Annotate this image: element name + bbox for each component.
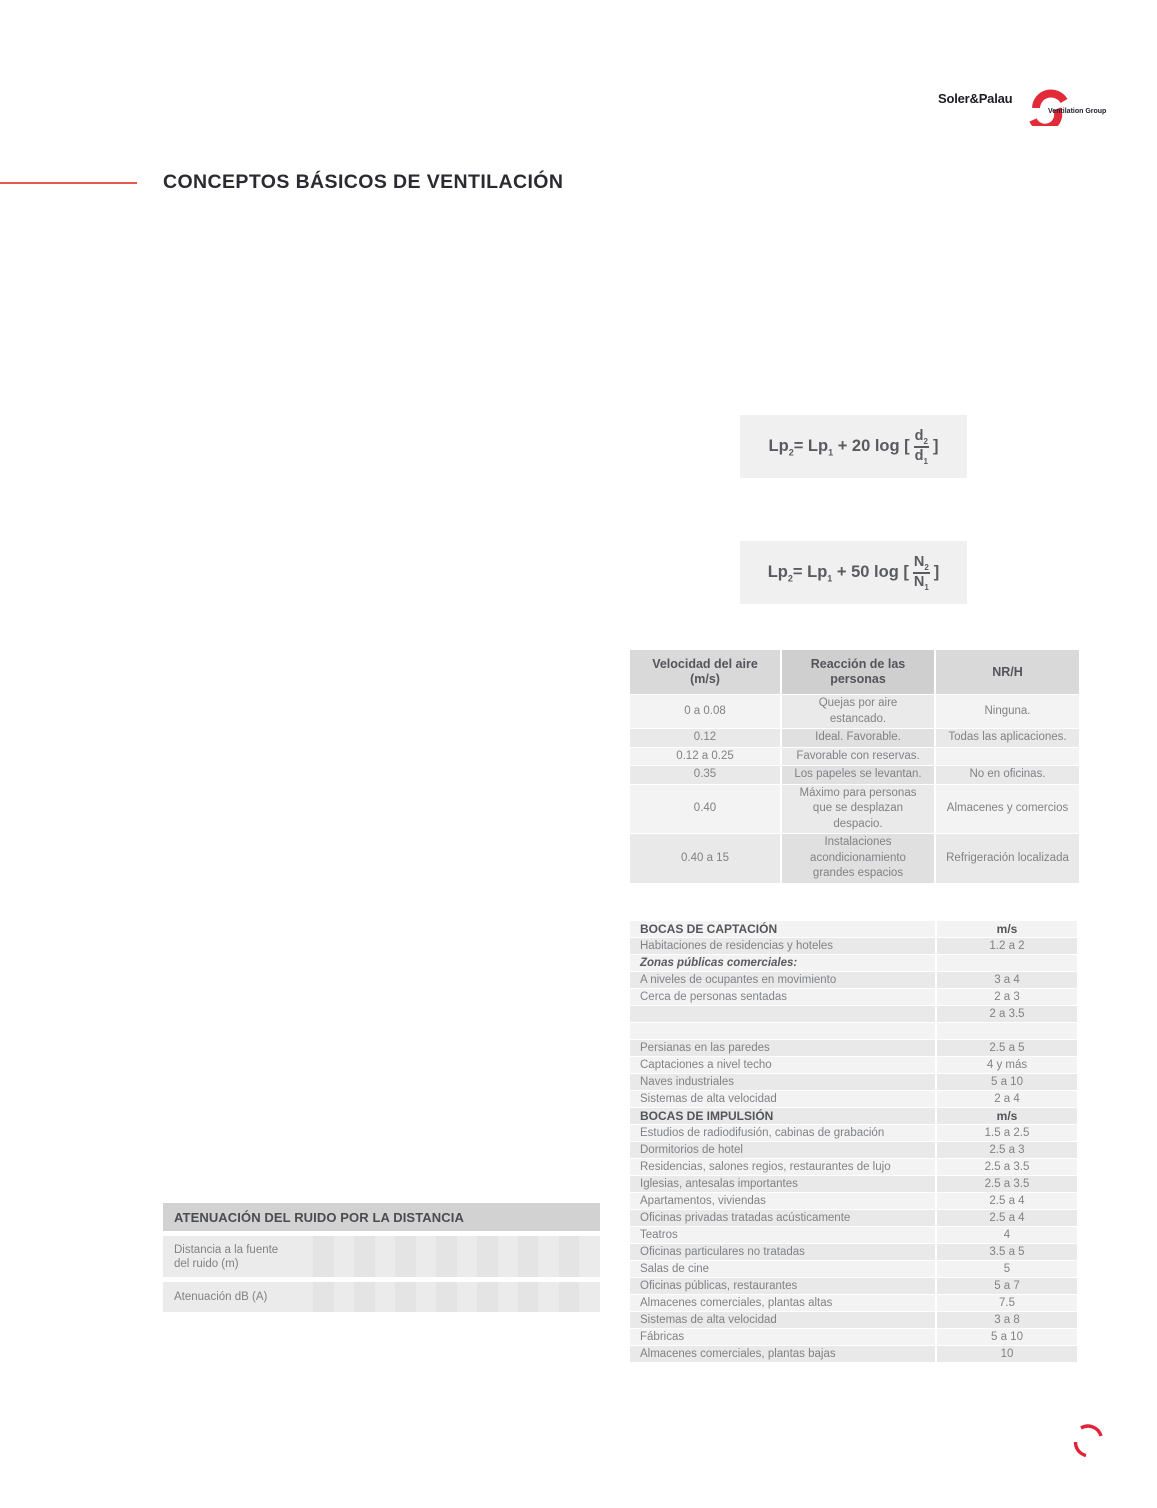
- cell-value: 3 a 8: [937, 1312, 1077, 1328]
- cell-distance: [375, 1236, 395, 1277]
- air-velocity-table: [628, 649, 1081, 884]
- attenuation-row: [163, 1282, 600, 1312]
- cell-value: 5 a 10: [937, 1074, 1077, 1090]
- cell-distance: [477, 1236, 497, 1277]
- cell-value: 4: [937, 1227, 1077, 1243]
- bocas-table-row: [630, 1295, 1077, 1311]
- cell-label: Salas de cine: [630, 1261, 935, 1277]
- formula-fan-speed-noise: [740, 541, 967, 604]
- bocas-table-row: [630, 972, 1077, 988]
- cell-distance: [436, 1236, 456, 1277]
- bocas-table-row: [630, 955, 1077, 971]
- cell-value: 2 a 4: [937, 1091, 1077, 1107]
- fraction-denominator: $d_1$: [914, 447, 928, 466]
- column-header-nrh: NR/H: [936, 650, 1079, 694]
- formula-lhs: $Lp_2= Lp_1 + 50$ log [: [767, 563, 909, 584]
- cell-label: [630, 1023, 935, 1039]
- cell-distance: [457, 1236, 477, 1277]
- formula-close-bracket: ]: [933, 563, 940, 581]
- table-title: ATENUACIÓN DEL RUIDO POR LA DISTANCIA: [163, 1203, 600, 1231]
- cell-attenuation: [436, 1282, 456, 1312]
- cell-reaction: Ideal. Favorable.: [782, 729, 934, 747]
- cell-attenuation: [457, 1282, 477, 1312]
- cell-reaction: Quejas por aire estancado.: [782, 695, 934, 728]
- cell-value: 2.5 a 3: [937, 1142, 1077, 1158]
- cell-velocity: 0.40: [630, 785, 780, 834]
- cell-nrh: Ninguna.: [936, 695, 1079, 728]
- cell-attenuation: [293, 1282, 313, 1312]
- cell-value: 1.5 a 2.5: [937, 1125, 1077, 1141]
- bocas-table-row: [630, 1108, 1077, 1124]
- cell-label: Dormitorios de hotel: [630, 1142, 935, 1158]
- cell-value: 3 a 4: [937, 972, 1077, 988]
- cell-value: 5 a 10: [937, 1329, 1077, 1345]
- cell-attenuation: [518, 1282, 538, 1312]
- cell-value: 2.5 a 5: [937, 1040, 1077, 1056]
- bocas-table-row: [630, 1193, 1077, 1209]
- air-table-header-row: [630, 650, 1079, 694]
- cell-distance: [334, 1236, 354, 1277]
- cell-distance: [579, 1236, 600, 1277]
- cell-nrh: Refrigeración localizada: [936, 834, 1079, 883]
- distance-row: [163, 1236, 600, 1277]
- sp-arc-icon: [1071, 1423, 1107, 1461]
- air-table-row: [630, 748, 1079, 766]
- bocas-table-row: [630, 1278, 1077, 1294]
- formula-distance-attenuation: [740, 415, 967, 478]
- cell-value: 3.5 a 5: [937, 1244, 1077, 1260]
- cell-reaction: Favorable con reservas.: [782, 748, 934, 766]
- cell-label: Oficinas particulares no tratadas: [630, 1244, 935, 1260]
- attenuation-table: [163, 1203, 600, 1312]
- cell-distance: [518, 1236, 538, 1277]
- cell-value: [937, 955, 1077, 971]
- bocas-table-row: [630, 1142, 1077, 1158]
- cell-distance: [538, 1236, 558, 1277]
- cell-label: BOCAS DE CAPTACIÓN: [630, 921, 935, 937]
- cell-label: [630, 1006, 935, 1022]
- cell-value: 4 y más: [937, 1057, 1077, 1073]
- cell-value: 1.2 a 2: [937, 938, 1077, 954]
- bocas-table-row: [630, 1023, 1077, 1039]
- air-table-row: [630, 729, 1079, 747]
- cell-label: Apartamentos, viviendas: [630, 1193, 935, 1209]
- column-header-reaction: Reacción de las personas: [782, 650, 934, 694]
- cell-distance: [293, 1236, 313, 1277]
- cell-reaction: Máximo para personas que se desplazan despacio.: [782, 785, 934, 834]
- cell-value: 2.5 a 4: [937, 1193, 1077, 1209]
- cell-nrh: [936, 748, 1079, 766]
- cell-velocity: 0.40 a 15: [630, 834, 780, 883]
- cell-attenuation: [538, 1282, 558, 1312]
- air-table-row: [630, 695, 1079, 728]
- air-table-row: [630, 785, 1079, 834]
- cell-distance: [313, 1236, 333, 1277]
- cell-value: m/s: [937, 921, 1077, 937]
- cell-label: BOCAS DE IMPULSIÓN: [630, 1108, 935, 1124]
- cell-attenuation: [477, 1282, 497, 1312]
- cell-attenuation: [354, 1282, 374, 1312]
- air-table-row: [630, 834, 1079, 883]
- cell-label: Fábricas: [630, 1329, 935, 1345]
- brand-logo: [938, 82, 1108, 130]
- cell-label: Zonas públicas comerciales:: [630, 955, 935, 971]
- brand-subtitle: Ventilation Group: [1048, 108, 1107, 115]
- cell-velocity: 0.12: [630, 729, 780, 747]
- cell-distance: [498, 1236, 518, 1277]
- sp-swoosh-icon: [1012, 82, 1068, 126]
- page-title: CONCEPTOS BÁSICOS DE VENTILACIÓN: [163, 171, 564, 193]
- bocas-table-row: [630, 1346, 1077, 1362]
- cell-attenuation: [559, 1282, 579, 1312]
- cell-label: A niveles de ocupantes en movimiento: [630, 972, 935, 988]
- fraction-numerator: $N_2$: [913, 555, 930, 574]
- bocas-table-row: [630, 938, 1077, 954]
- formula-close-bracket: ]: [932, 437, 939, 455]
- cell-label: Oficinas privadas tratadas acústicamente: [630, 1210, 935, 1226]
- cell-nrh: Almacenes y comercios: [936, 785, 1079, 834]
- cell-label: Estudios de radiodifusión, cabinas de grabación: [630, 1125, 935, 1141]
- title-rule: [0, 182, 137, 184]
- row-label-distance: Distancia a la fuente del ruido (m): [163, 1236, 293, 1277]
- bocas-table-row: [630, 1329, 1077, 1345]
- cell-reaction: Instalaciones acondicionamiento grandes espacios: [782, 834, 934, 883]
- cell-distance: [559, 1236, 579, 1277]
- cell-label: Habitaciones de residencias y hoteles: [630, 938, 935, 954]
- bocas-table-row: [630, 989, 1077, 1005]
- cell-label: Captaciones a nivel techo: [630, 1057, 935, 1073]
- cell-nrh: No en oficinas.: [936, 766, 1079, 784]
- cell-value: 2.5 a 3.5: [937, 1176, 1077, 1192]
- cell-velocity: 0 a 0.08: [630, 695, 780, 728]
- bocas-table-row: [630, 1261, 1077, 1277]
- cell-attenuation: [375, 1282, 395, 1312]
- cell-label: Oficinas públicas, restaurantes: [630, 1278, 935, 1294]
- bocas-table-row: [630, 1040, 1077, 1056]
- bocas-table-row: [630, 1091, 1077, 1107]
- cell-attenuation: [334, 1282, 354, 1312]
- bocas-table-row: [630, 1074, 1077, 1090]
- cell-value: 7.5: [937, 1295, 1077, 1311]
- cell-nrh: Todas las aplicaciones.: [936, 729, 1079, 747]
- cell-velocity: 0.35: [630, 766, 780, 784]
- bocas-table-row: [630, 1244, 1077, 1260]
- cell-label: Almacenes comerciales, plantas altas: [630, 1295, 935, 1311]
- formula-lhs: $Lp_2= Lp_1 + 20$ log [: [768, 437, 910, 458]
- cell-value: 5: [937, 1261, 1077, 1277]
- bocas-table-row: [630, 1210, 1077, 1226]
- bocas-table-row: [630, 921, 1077, 937]
- cell-distance: [354, 1236, 374, 1277]
- cell-value: 2 a 3: [937, 989, 1077, 1005]
- bocas-table-row: [630, 1006, 1077, 1022]
- cell-label: Cerca de personas sentadas: [630, 989, 935, 1005]
- cell-velocity: 0.12 a 0.25: [630, 748, 780, 766]
- cell-attenuation: [416, 1282, 436, 1312]
- cell-distance: [395, 1236, 415, 1277]
- cell-label: Almacenes comerciales, plantas bajas: [630, 1346, 935, 1362]
- cell-value: 2.5 a 4: [937, 1210, 1077, 1226]
- cell-value: m/s: [937, 1108, 1077, 1124]
- cell-value: 10: [937, 1346, 1077, 1362]
- column-header-velocity: Velocidad del aire (m/s): [630, 650, 780, 694]
- cell-attenuation: [579, 1282, 600, 1312]
- bocas-table-row: [630, 1057, 1077, 1073]
- cell-label: Iglesias, antesalas importantes: [630, 1176, 935, 1192]
- cell-distance: [416, 1236, 436, 1277]
- cell-attenuation: [313, 1282, 333, 1312]
- bocas-table-row: [630, 1312, 1077, 1328]
- cell-value: [937, 1023, 1077, 1039]
- cell-label: Naves industriales: [630, 1074, 935, 1090]
- cell-reaction: Los papeles se levantan.: [782, 766, 934, 784]
- bocas-table-row: [630, 1176, 1077, 1192]
- bocas-table: [628, 920, 1079, 1363]
- cell-value: 2 a 3.5: [937, 1006, 1077, 1022]
- cell-value: 5 a 7: [937, 1278, 1077, 1294]
- fraction-numerator: $d_2$: [914, 429, 929, 448]
- cell-label: Sistemas de alta velocidad: [630, 1091, 935, 1107]
- cell-label: Residencias, salones regios, restaurantes de lujo: [630, 1159, 935, 1175]
- cell-label: Persianas en las paredes: [630, 1040, 935, 1056]
- attenuation-table-title-row: [163, 1203, 600, 1231]
- brand-name: Soler&Palau: [938, 91, 1013, 106]
- cell-label: Teatros: [630, 1227, 935, 1243]
- cell-label: Sistemas de alta velocidad: [630, 1312, 935, 1328]
- bocas-table-row: [630, 1125, 1077, 1141]
- air-table-row: [630, 766, 1079, 784]
- cell-attenuation: [498, 1282, 518, 1312]
- cell-value: 2.5 a 3.5: [937, 1159, 1077, 1175]
- fraction: [913, 555, 930, 591]
- bocas-table-row: [630, 1159, 1077, 1175]
- cell-attenuation: [395, 1282, 415, 1312]
- bocas-table-row: [630, 1227, 1077, 1243]
- fraction: [914, 429, 929, 465]
- fraction-denominator: $N_1$: [913, 573, 929, 592]
- row-label-attenuation: Atenuación dB (A): [163, 1282, 293, 1312]
